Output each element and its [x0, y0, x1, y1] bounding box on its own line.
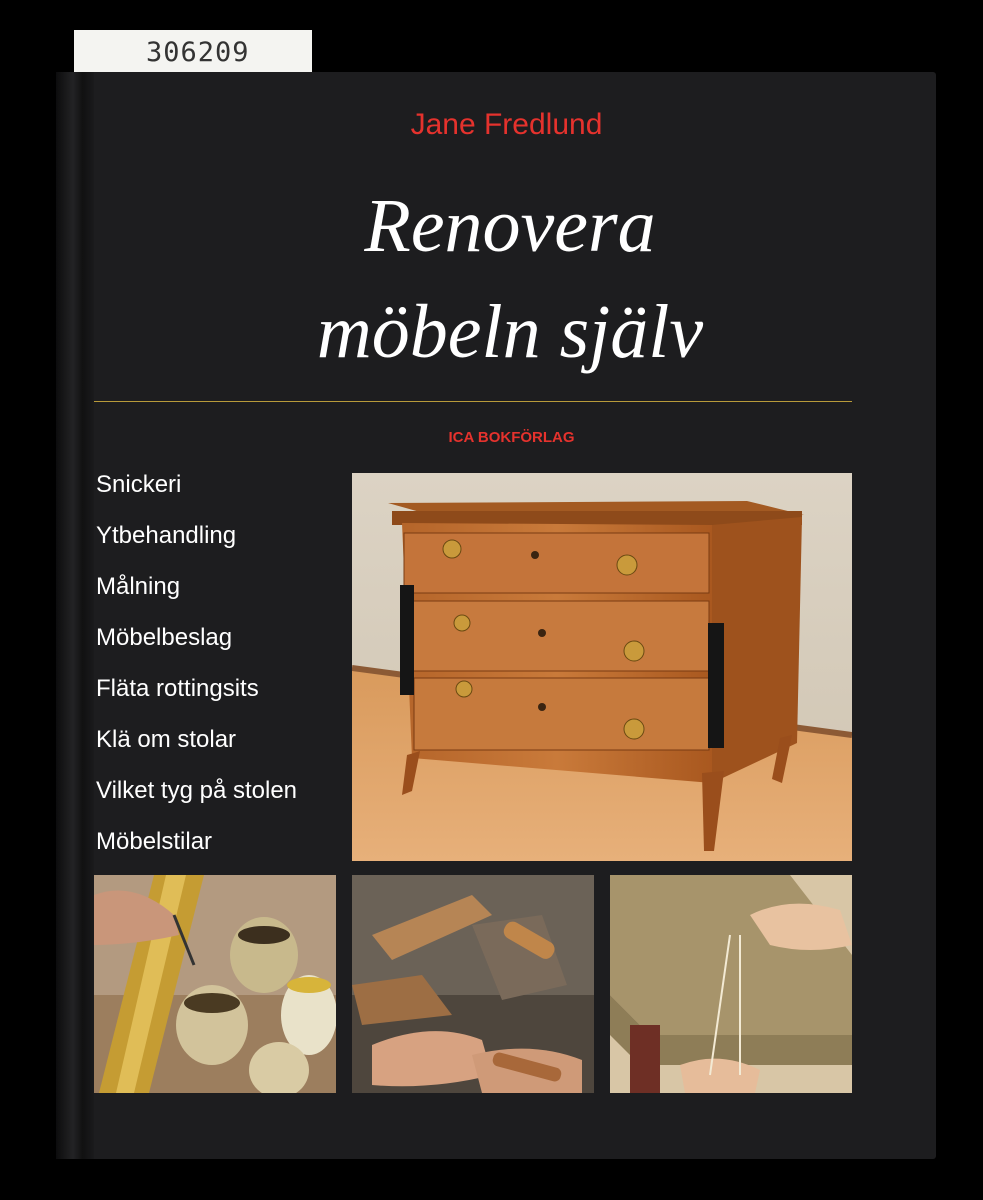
topic-item: Snickeri: [96, 471, 182, 498]
library-label: 306209: [74, 30, 312, 74]
topic-item: Målning: [96, 573, 181, 600]
gilding-photo: [94, 875, 336, 1093]
topic-list: [96, 470, 297, 878]
author-name: Jane Fredlund: [410, 108, 603, 141]
chest-of-drawers-photo: [352, 473, 852, 861]
title-line-2: möbeln själv: [316, 290, 704, 374]
topic-item: Möbelbeslag: [96, 624, 233, 651]
book-spine: [56, 72, 94, 1159]
divider-rule: [94, 401, 852, 402]
topic-item: Vilket tyg på stolen: [96, 777, 298, 804]
topic-item: Klä om stolar: [96, 726, 237, 753]
title-line-1: Renovera: [364, 184, 656, 268]
topic-item: Fläta rottingsits: [96, 675, 259, 702]
publisher-name: ICA BOKFÖRLAG: [448, 429, 575, 446]
topic-item: Möbelstilar: [96, 828, 213, 855]
woodworking-photo: [352, 875, 594, 1093]
topic-item: Ytbehandling: [96, 522, 237, 549]
upholstery-photo: [610, 875, 852, 1093]
